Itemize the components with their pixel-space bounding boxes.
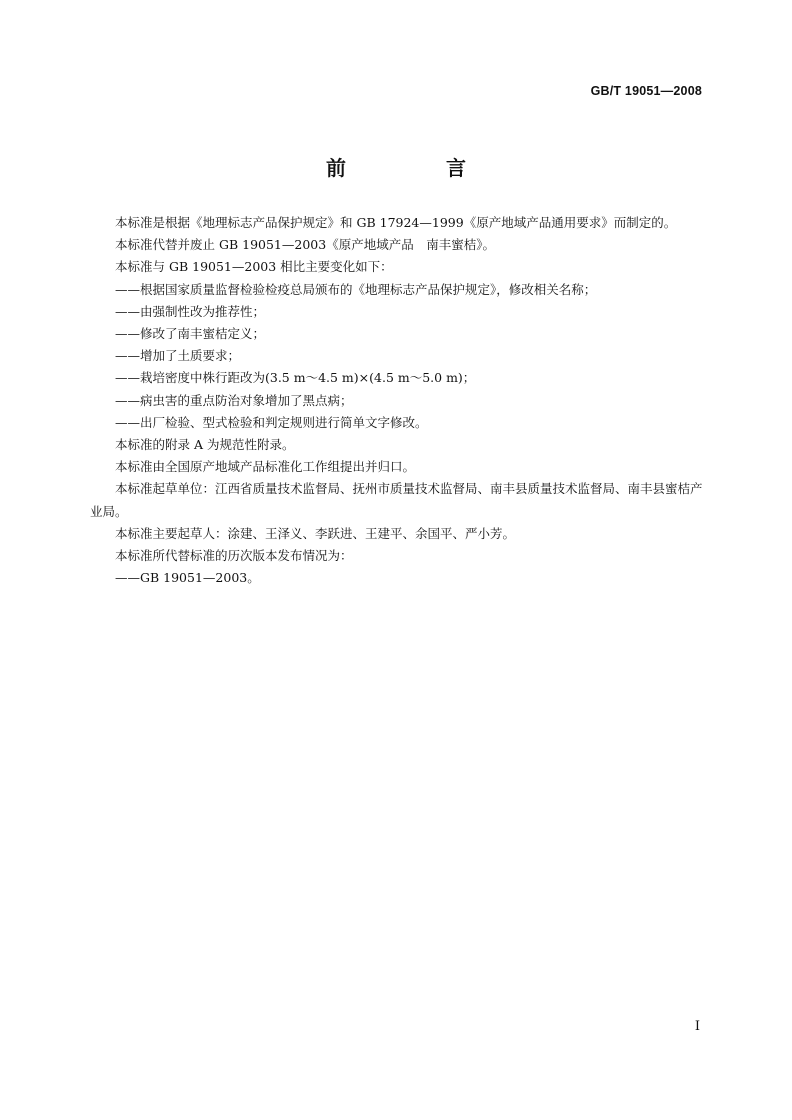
paragraph-basis: 本标准是根据《地理标志产品保护规定》和 GB 17924—1999《原产地域产品通用要求》而制定的。 [115,215,677,230]
list-item-change-density: ——栽培密度中株行距改为(3.5 m～4.5 m)×(4.5 m～5.0 m)； [115,370,476,386]
paragraph-changes-intro: 本标准与 GB 19051—2003 相比主要变化如下： [115,259,393,275]
paragraph-history-intro: 本标准所代替标准的历次版本发布情况为： [115,548,353,564]
foreword-body [90,212,703,589]
list-item-change-names: ——根据国家质量监督检验检疫总局颁布的《地理标志产品保护规定》，修改相关名称； [115,281,597,297]
paragraph-proposed-by: 本标准由全国原产地域产品标准化工作组提出并归口。 [115,459,416,475]
list-item-change-inspection: ——出厂检验、型式检验和判定规则进行简单文字修改。 [115,414,428,430]
list-item-change-recommended: ——由强制性改为推荐性； [115,303,266,319]
paragraph-appendix: 本标准的附录 A 为规范性附录。 [115,437,295,453]
list-item-change-definition: ——修改了南丰蜜桔定义； [115,326,266,342]
standard-code: GB/T 19051—2008 [590,84,702,98]
page-title: 前 言 [326,156,506,180]
paragraph-drafters: 本标准主要起草人：涂建、王泽义、李跃进、王建平、余国平、严小芳。 [115,525,516,541]
paragraph-drafting-units: 本标准起草单位：江西省质量技术监督局、抚州市质量技术监督局、南丰县质量技术监督局、南丰县蜜桔产业局。 [90,481,703,519]
list-item-change-pests: ——病虫害的重点防治对象增加了黑点病； [115,392,353,408]
page-number: I [694,1019,700,1034]
list-item-history-version: ——GB 19051—2003。 [115,570,260,586]
paragraph-replaces: 本标准代替并废止 GB 19051—2003《原产地域产品 南丰蜜桔》。 [115,237,495,253]
list-item-change-soil: ——增加了土质要求； [115,348,241,364]
